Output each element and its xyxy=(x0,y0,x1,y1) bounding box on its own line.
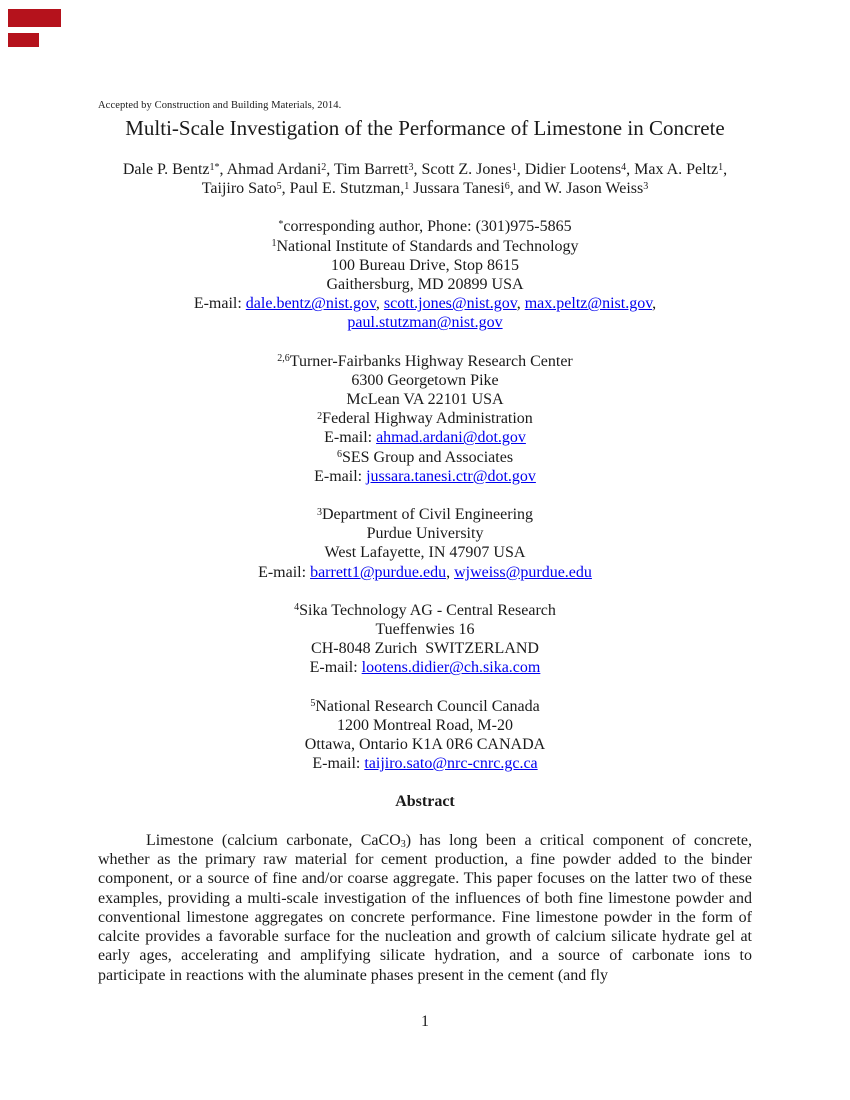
text-line xyxy=(98,639,752,658)
email-link[interactable]: barrett1@purdue.edu xyxy=(310,563,447,581)
text-run: , xyxy=(446,563,455,581)
superscript: 3 xyxy=(408,161,414,173)
text-run: Jussara Tanesi xyxy=(409,180,505,198)
text-run: E-mail: xyxy=(193,295,246,313)
text-run: , Didier Lootens xyxy=(516,161,622,178)
text-line xyxy=(98,735,752,754)
text-run: , xyxy=(375,295,384,313)
text-line xyxy=(98,352,752,371)
text-run: , xyxy=(652,295,657,313)
superscript: 4 xyxy=(621,161,627,173)
text-line xyxy=(98,754,752,773)
superscript: 3 xyxy=(316,506,322,518)
text-run: 1200 Montreal Road, M-20 xyxy=(337,716,513,734)
text-line xyxy=(98,179,752,198)
abstract-paragraph xyxy=(98,831,752,985)
text-line xyxy=(98,697,752,716)
text-run: E-mail: xyxy=(312,755,365,773)
email-link[interactable]: scott.jones@nist.gov xyxy=(383,295,517,313)
text-line xyxy=(98,409,752,428)
text-run: West Lafayette, IN 47907 USA xyxy=(324,544,526,562)
email-link[interactable]: dale.bentz@nist.gov xyxy=(245,295,376,313)
author-list xyxy=(98,160,752,198)
text-line xyxy=(98,237,752,256)
email-link[interactable]: ahmad.ardani@dot.gov xyxy=(376,429,526,447)
text-run: , Ahmad Ardani xyxy=(219,161,322,178)
superscript: 2 xyxy=(321,161,327,173)
text-line xyxy=(98,505,752,524)
text-line xyxy=(98,467,752,486)
superscript: 3 xyxy=(643,180,649,192)
redaction-box-bottom xyxy=(8,33,39,47)
redaction-box-top xyxy=(8,9,61,27)
text-run: E-mail: xyxy=(324,429,377,447)
text-run: E-mail: xyxy=(309,659,362,677)
text-run: corresponding author, Phone: (301)975-5865 xyxy=(283,218,572,236)
text-run: CH-8048 Zurich SWITZERLAND xyxy=(311,640,539,658)
text-run: SES Group and Associates xyxy=(341,448,514,466)
text-run: Purdue University xyxy=(366,525,484,543)
superscript: 6 xyxy=(504,180,510,192)
text-run: E-mail: xyxy=(314,467,367,485)
superscript: 1* xyxy=(209,161,220,173)
superscript: 1 xyxy=(718,161,724,173)
text-line xyxy=(98,658,752,677)
page-content xyxy=(98,0,752,985)
text-run: , Max A. Peltz xyxy=(626,161,719,178)
superscript: 1 xyxy=(511,161,517,173)
text-run: Taijiro Sato xyxy=(201,180,277,198)
text-run: Limestone (calcium carbonate, CaCO xyxy=(146,831,401,849)
text-run: Sika Technology AG - Central Research xyxy=(299,601,556,619)
text-line xyxy=(98,563,752,582)
email-link[interactable]: paul.stutzman@nist.gov xyxy=(347,314,503,332)
text-line xyxy=(98,294,752,313)
text-run: National Research Council Canada xyxy=(315,697,540,715)
acceptance-note: Accepted by Construction and Building Materials, 2014. xyxy=(98,100,342,111)
text-run: McLean VA 22101 USA xyxy=(346,391,504,409)
text-line xyxy=(98,217,752,236)
subscript: 3 xyxy=(400,838,406,850)
text-line xyxy=(98,390,752,409)
text-line xyxy=(98,448,752,467)
text-line xyxy=(98,275,752,294)
text-line xyxy=(98,543,752,562)
affiliation-nrc xyxy=(98,697,752,774)
email-link[interactable]: jussara.tanesi.ctr@dot.gov xyxy=(366,467,536,485)
text-line xyxy=(98,160,752,179)
text-run: 6300 Georgetown Pike xyxy=(351,371,499,389)
text-line xyxy=(98,371,752,390)
text-line xyxy=(98,620,752,639)
text-run: , xyxy=(516,295,525,313)
text-run: , Scott Z. Jones xyxy=(413,161,512,178)
text-run: National Institute of Standards and Technology xyxy=(276,237,579,255)
text-line xyxy=(98,313,752,332)
email-link[interactable]: wjweiss@purdue.edu xyxy=(454,563,592,581)
superscript: 2 xyxy=(317,410,323,422)
text-run: Federal Highway Administration xyxy=(322,410,533,428)
text-run: ) has long been a critical component of concrete, whether as the primary raw material for cement production, a fine powder added to the binder component, or a source of fine and/or coarse aggregate. This paper focuses on the latter two of these examples, providing a multi-scale investigation of the influences of both fine limestone powder and conventional limestone aggregates on concrete performance. Fine limestone powder in the form of calcite provides a favorable surface for the nucleation and growth of calcium silicate hydrate gel at early ages, accelerating and amplifying silicate hydration, and a source of carbonate ions to participate in reactions with the aluminate phases present in the cement (and fly xyxy=(98,831,753,984)
text-run: , and W. Jason Weiss xyxy=(509,180,644,198)
affiliation-purdue xyxy=(98,505,752,582)
text-run: Tueffenwies 16 xyxy=(375,621,475,639)
text-run: , Paul E. Stutzman, xyxy=(281,180,405,198)
superscript: 1 xyxy=(271,238,277,250)
superscript: 2,6 xyxy=(277,353,290,365)
text-run: , xyxy=(723,161,728,178)
text-line xyxy=(98,601,752,620)
affiliation-sika xyxy=(98,601,752,678)
superscript: 1 xyxy=(404,180,410,192)
superscript: 6 xyxy=(336,449,342,461)
text-line xyxy=(98,716,752,735)
text-run: Turner-Fairbanks Highway Research Center xyxy=(289,352,573,370)
text-run: 100 Bureau Drive, Stop 8615 xyxy=(331,256,519,274)
text-line xyxy=(98,428,752,447)
affiliation-nist xyxy=(98,217,752,332)
superscript: 5 xyxy=(310,698,316,710)
text-run: Gaithersburg, MD 20899 USA xyxy=(326,276,524,294)
text-run: Dale P. Bentz xyxy=(122,161,210,178)
text-line xyxy=(98,256,752,275)
affiliation-fhwa xyxy=(98,352,752,486)
superscript: * xyxy=(278,218,284,230)
page-number: 1 xyxy=(421,1013,429,1030)
abstract-heading: Abstract xyxy=(395,793,455,811)
text-run: Department of Civil Engineering xyxy=(321,506,534,524)
superscript: 4 xyxy=(294,602,300,614)
text-line xyxy=(98,524,752,543)
superscript: 5 xyxy=(276,180,282,192)
text-run: , Tim Barrett xyxy=(326,161,409,178)
text-run: E-mail: xyxy=(258,563,311,581)
text-run: Ottawa, Ontario K1A 0R6 CANADA xyxy=(304,736,546,754)
email-link[interactable]: max.peltz@nist.gov xyxy=(524,295,653,313)
paper-title: Multi-Scale Investigation of the Performance of Limestone in Concrete xyxy=(125,116,725,140)
email-link[interactable]: taijiro.sato@nrc-cnrc.gc.ca xyxy=(364,755,538,773)
email-link[interactable]: lootens.didier@ch.sika.com xyxy=(361,659,541,677)
